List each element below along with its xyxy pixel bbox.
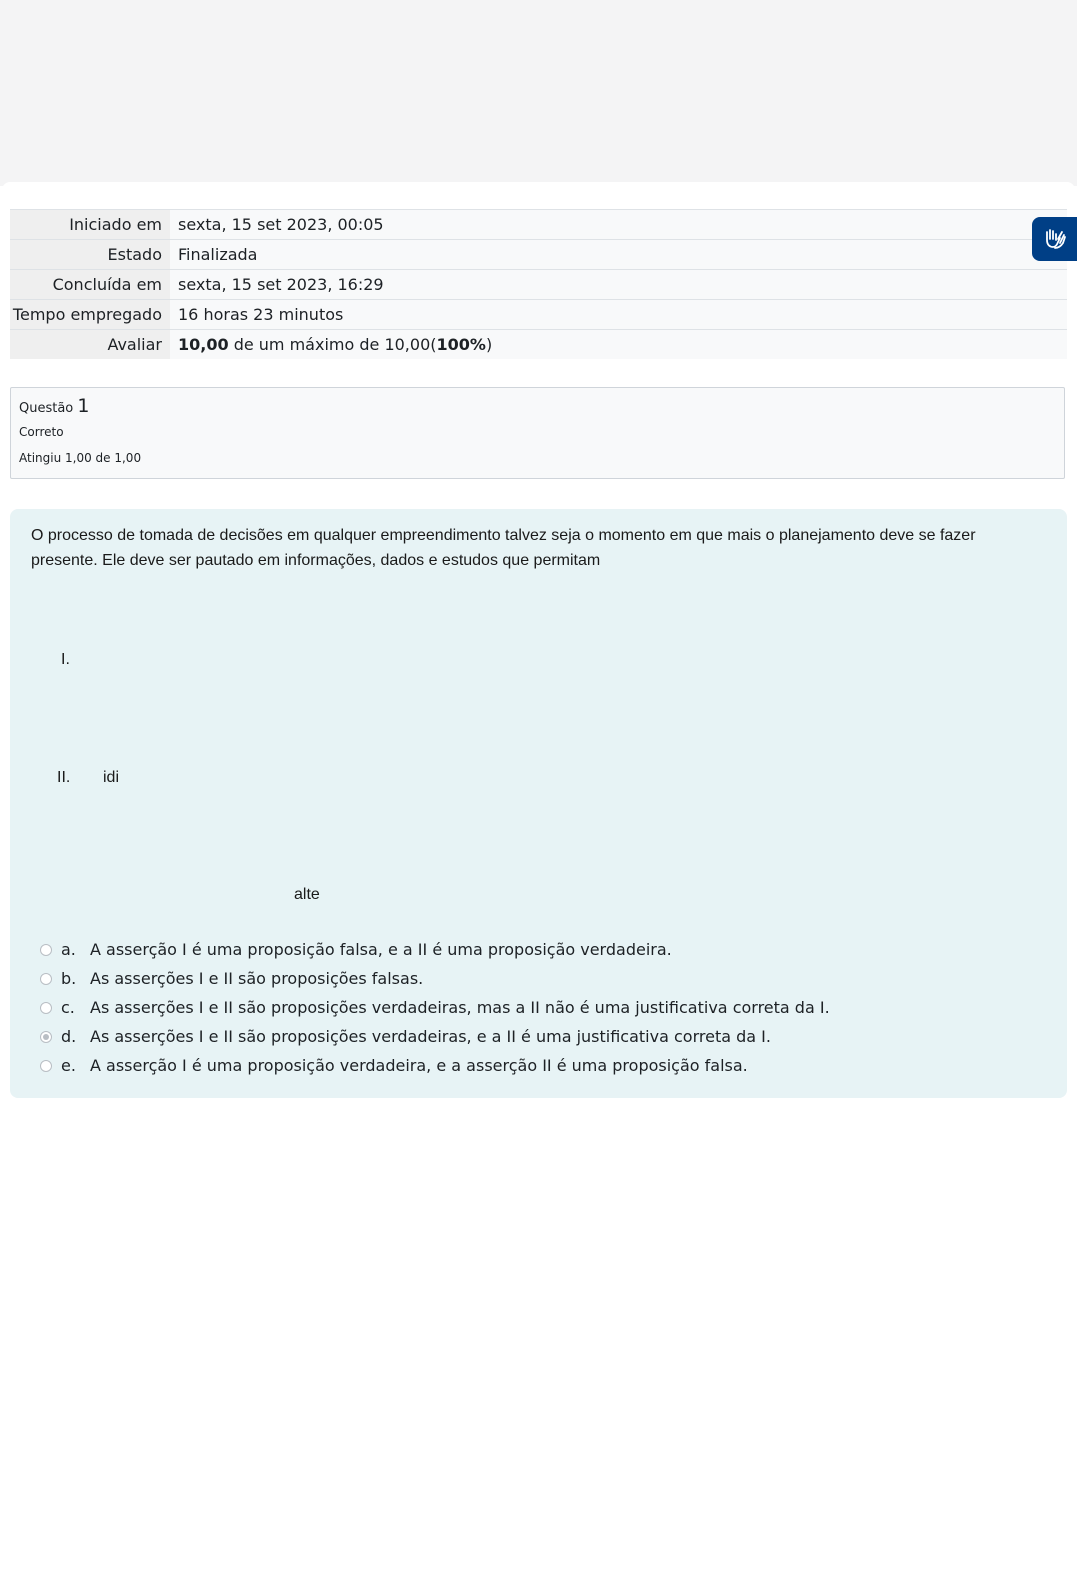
assertion-i-marker: I. <box>61 651 70 668</box>
answer-options <box>40 935 1040 1080</box>
summary-row-state <box>10 240 1067 270</box>
summary-row-time-taken <box>10 300 1067 330</box>
answer-letter: b. <box>61 969 77 988</box>
question-number <box>19 395 1056 419</box>
answer-text: A asserção I é uma proposição verdadeira, e a asserção II é uma proposição falsa. <box>90 1056 748 1075</box>
answer-text: As asserções I e II são proposições verdadeiras, mas a II não é uma justificativa correta da I. <box>90 998 830 1017</box>
answer-option-c[interactable] <box>40 993 1040 1022</box>
summary-label: Concluída em <box>10 270 170 300</box>
question-grade: Atingiu 1,00 de 1,00 <box>19 451 142 465</box>
assertion-ii-fragment: idi <box>103 769 120 786</box>
summary-label: Estado <box>10 240 170 270</box>
summary-label: Iniciado em <box>10 210 170 240</box>
answer-text: As asserções I e II são proposições falsas. <box>90 969 424 988</box>
question-info-box <box>10 387 1065 479</box>
summary-row-started <box>10 210 1067 240</box>
answer-letter: a. <box>61 940 76 959</box>
assertion-ii-marker: II. <box>57 769 71 786</box>
summary-grade-value <box>170 330 1067 360</box>
grade-percent: 100% <box>436 335 486 354</box>
radio-button[interactable] <box>40 1060 52 1072</box>
question-content-panel <box>10 509 1067 1098</box>
summary-label: Tempo empregado <box>10 300 170 330</box>
answer-option-e[interactable] <box>40 1051 1040 1080</box>
answer-text: As asserções I e II são proposições verdadeiras, e a II é uma justificativa correta da I. <box>90 1027 771 1046</box>
summary-label: Avaliar <box>10 330 170 360</box>
grade-mid: de um máximo de 10,00( <box>228 335 437 354</box>
question-number-value: 1 <box>77 395 90 417</box>
text-fragment: alte <box>294 886 320 903</box>
summary-value: sexta, 15 set 2023, 00:05 <box>170 210 1067 240</box>
grade-score: 10,00 <box>178 335 229 354</box>
answer-letter: e. <box>61 1056 76 1075</box>
top-header-band <box>0 0 1077 186</box>
accessibility-widget-button[interactable] <box>1032 217 1077 261</box>
answer-option-a[interactable] <box>40 935 1040 964</box>
summary-value: Finalizada <box>170 240 1067 270</box>
answer-option-d[interactable] <box>40 1022 1040 1051</box>
answer-letter: d. <box>61 1027 77 1046</box>
radio-button[interactable] <box>40 973 52 985</box>
radio-button-selected[interactable] <box>40 1031 52 1043</box>
summary-row-completed <box>10 270 1067 300</box>
sign-language-hands-icon <box>1042 226 1068 252</box>
answer-text: A asserção I é uma proposição falsa, e a II é uma proposição verdadeira. <box>90 940 672 959</box>
summary-row-grade <box>10 330 1067 360</box>
answer-option-b[interactable] <box>40 964 1040 993</box>
question-text: O processo de tomada de decisões em qualquer empreendimento talvez seja o momento em que mais o planejamento deve se fazer presente. Ele deve ser pautado em informações, dados e estudos que permitam <box>31 527 976 569</box>
answer-letter: c. <box>61 998 75 1017</box>
grade-end: ) <box>485 335 493 354</box>
summary-value: 16 horas 23 minutos <box>170 300 1067 330</box>
question-state: Correto <box>19 425 64 439</box>
attempt-summary-table <box>10 209 1067 359</box>
radio-button[interactable] <box>40 944 52 956</box>
question-label: Questão <box>19 401 74 416</box>
radio-button[interactable] <box>40 1002 52 1014</box>
summary-value: sexta, 15 set 2023, 16:29 <box>170 270 1067 300</box>
